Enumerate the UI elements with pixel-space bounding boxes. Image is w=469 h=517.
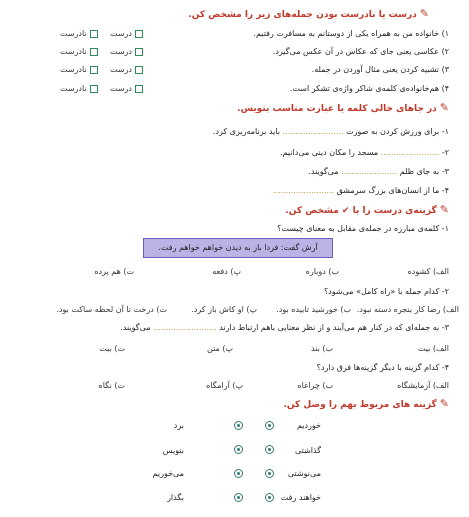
tf-question: ۱) خانواده من به همراه یکی از دوستانم به مسافرت رفتیم. <box>253 29 449 38</box>
blank-field[interactable]: ........................ <box>282 127 344 136</box>
section-title-fill-blank: ✎در جاهای خالی کلمه یا عبارت مناسب بنویس. <box>237 101 449 114</box>
radio-icon[interactable] <box>265 445 274 454</box>
tf-false-option[interactable]: نادرست <box>60 28 98 40</box>
mc-option[interactable]: ت) درخت تا آن لحظه ساکت بود. <box>56 305 167 314</box>
highlighted-sentence: آرش گفت: فردا باز به دیدن خواهم خواهم رفت. <box>143 238 333 258</box>
radio-icon[interactable] <box>234 469 243 478</box>
section-title-multiple-choice: ✎گزینه‌ی درست را با ✔ مشخص کن. <box>285 203 449 216</box>
fill-pre: ۳- به جای ظلم <box>399 167 449 176</box>
pencil-icon: ✎ <box>439 203 449 216</box>
checkbox-icon[interactable] <box>90 48 98 56</box>
mc-option[interactable]: ت) هم پرده <box>94 267 134 276</box>
section-title-true-false: ✎درست یا نادرست بودن جمله‌های زیر را مشخص کن. <box>188 7 429 20</box>
blank-field[interactable]: ......................... <box>153 323 217 332</box>
tf-question: ۴) هم‌خانواده‌ی کلمه‌ی شاکر واژه‌ی تشکر است. <box>289 84 449 93</box>
mc-question-tail: می‌گویند. <box>120 323 151 332</box>
tf-true-option[interactable]: درست <box>110 28 143 40</box>
checkbox-icon[interactable] <box>90 66 98 74</box>
fill-post: باید برنامه‌ریزی کرد. <box>212 127 280 136</box>
mc-question: ۱- کلمه‌ی مبارزه در جمله‌ی مقابل به معنای چیست؟ <box>277 224 449 233</box>
mc-option[interactable]: الف) رضا کار بنجره دسته نبود. <box>356 305 459 314</box>
checkbox-icon[interactable] <box>135 85 143 93</box>
mc-option[interactable]: ب) چراغاه <box>297 381 333 390</box>
section-title-matching: ✎گزینه های مربوط بهم را وصل کن. <box>283 397 449 410</box>
mc-option[interactable]: ت) بیت <box>99 344 125 353</box>
fill-pre: ۲- <box>441 148 449 157</box>
mc-option[interactable]: پ) او کاش باز کرد. <box>191 305 257 314</box>
pencil-icon: ✎ <box>419 7 429 20</box>
match-left-item: می‌خوریم <box>152 469 184 478</box>
tf-true-option[interactable]: درست <box>110 64 143 76</box>
radio-icon[interactable] <box>265 469 274 478</box>
match-right-item: می‌نوشتی <box>287 469 321 478</box>
pencil-icon: ✎ <box>439 101 449 114</box>
fill-blank-item <box>280 147 449 159</box>
fill-blank-item <box>308 166 449 178</box>
mc-option[interactable]: ت) نگاه <box>98 381 125 390</box>
tf-false-option[interactable]: نادرست <box>60 46 98 58</box>
checkbox-icon[interactable] <box>135 48 143 56</box>
pencil-icon: ✎ <box>439 397 449 410</box>
match-right-item: گذاشتی <box>294 446 321 455</box>
tf-true-option[interactable]: درست <box>110 83 143 95</box>
mc-option[interactable]: ب) بند <box>310 344 333 353</box>
blank-field[interactable]: ...................... <box>341 167 398 176</box>
radio-icon[interactable] <box>234 493 243 502</box>
mc-option[interactable]: پ) دفعه <box>212 267 241 276</box>
checkbox-icon[interactable] <box>90 85 98 93</box>
fill-pre: ۱- برای ورزش کردن به صورت <box>346 127 449 136</box>
blank-field[interactable]: ....................... <box>380 148 440 157</box>
tf-question: ۳) تشبیه کردن یعنی مثال آوردن در جمله. <box>311 65 449 74</box>
tf-question: ۲) عکاسی یعنی جای که عکاس در آن عکس می‌گیرد. <box>272 47 449 56</box>
fill-post: مسجد را مکان دینی می‌دانیم. <box>280 148 379 157</box>
radio-icon[interactable] <box>234 421 243 430</box>
fill-post: می‌گویند. <box>308 167 339 176</box>
mc-question-text: ۳- به جمله‌ای که در کنار هم می‌آیند و از نظر معنایی باهم ارتباط دارند <box>219 323 449 332</box>
blank-field[interactable]: ........................ <box>273 186 335 195</box>
tf-false-option[interactable]: نادرست <box>60 64 98 76</box>
mc-option[interactable]: ب) خورشید تابیده بود. <box>276 305 351 314</box>
mc-question: ۴- کدام گزینه با دیگر گزینه‌ها فرق دارد؟ <box>316 363 449 372</box>
match-right-item: خوردیم <box>296 421 321 430</box>
mc-option[interactable]: پ) متن <box>207 344 233 353</box>
checkbox-icon[interactable] <box>135 30 143 38</box>
match-left-item: بگذار <box>167 493 184 502</box>
checkbox-icon[interactable] <box>135 66 143 74</box>
mc-option[interactable]: الف) آزمایشگاه <box>397 381 449 390</box>
radio-icon[interactable] <box>265 493 274 502</box>
radio-icon[interactable] <box>265 421 274 430</box>
radio-icon[interactable] <box>234 445 243 454</box>
mc-option[interactable]: ب) دوباره <box>305 267 339 276</box>
mc-option[interactable]: پ) آرامگاه <box>206 381 243 390</box>
mc-question <box>120 322 449 334</box>
mc-option[interactable]: الف) کشوده <box>407 267 449 276</box>
match-right-item: خواهند رفت <box>280 493 321 502</box>
match-left-item: بنویس <box>162 446 184 455</box>
mc-option[interactable]: الف) بیت <box>417 344 449 353</box>
tf-false-option[interactable]: نادرست <box>60 83 98 95</box>
fill-pre: ۴- ما از انسان‌های بزرگ سرمشق <box>336 186 449 195</box>
checkbox-icon[interactable] <box>90 30 98 38</box>
fill-blank-item <box>213 126 449 138</box>
tf-true-option[interactable]: درست <box>110 46 143 58</box>
match-left-item: برد <box>173 421 184 430</box>
fill-blank-item <box>273 185 449 197</box>
mc-question: ۲- کدام جمله با «راه کامل» می‌شود؟ <box>323 287 449 296</box>
